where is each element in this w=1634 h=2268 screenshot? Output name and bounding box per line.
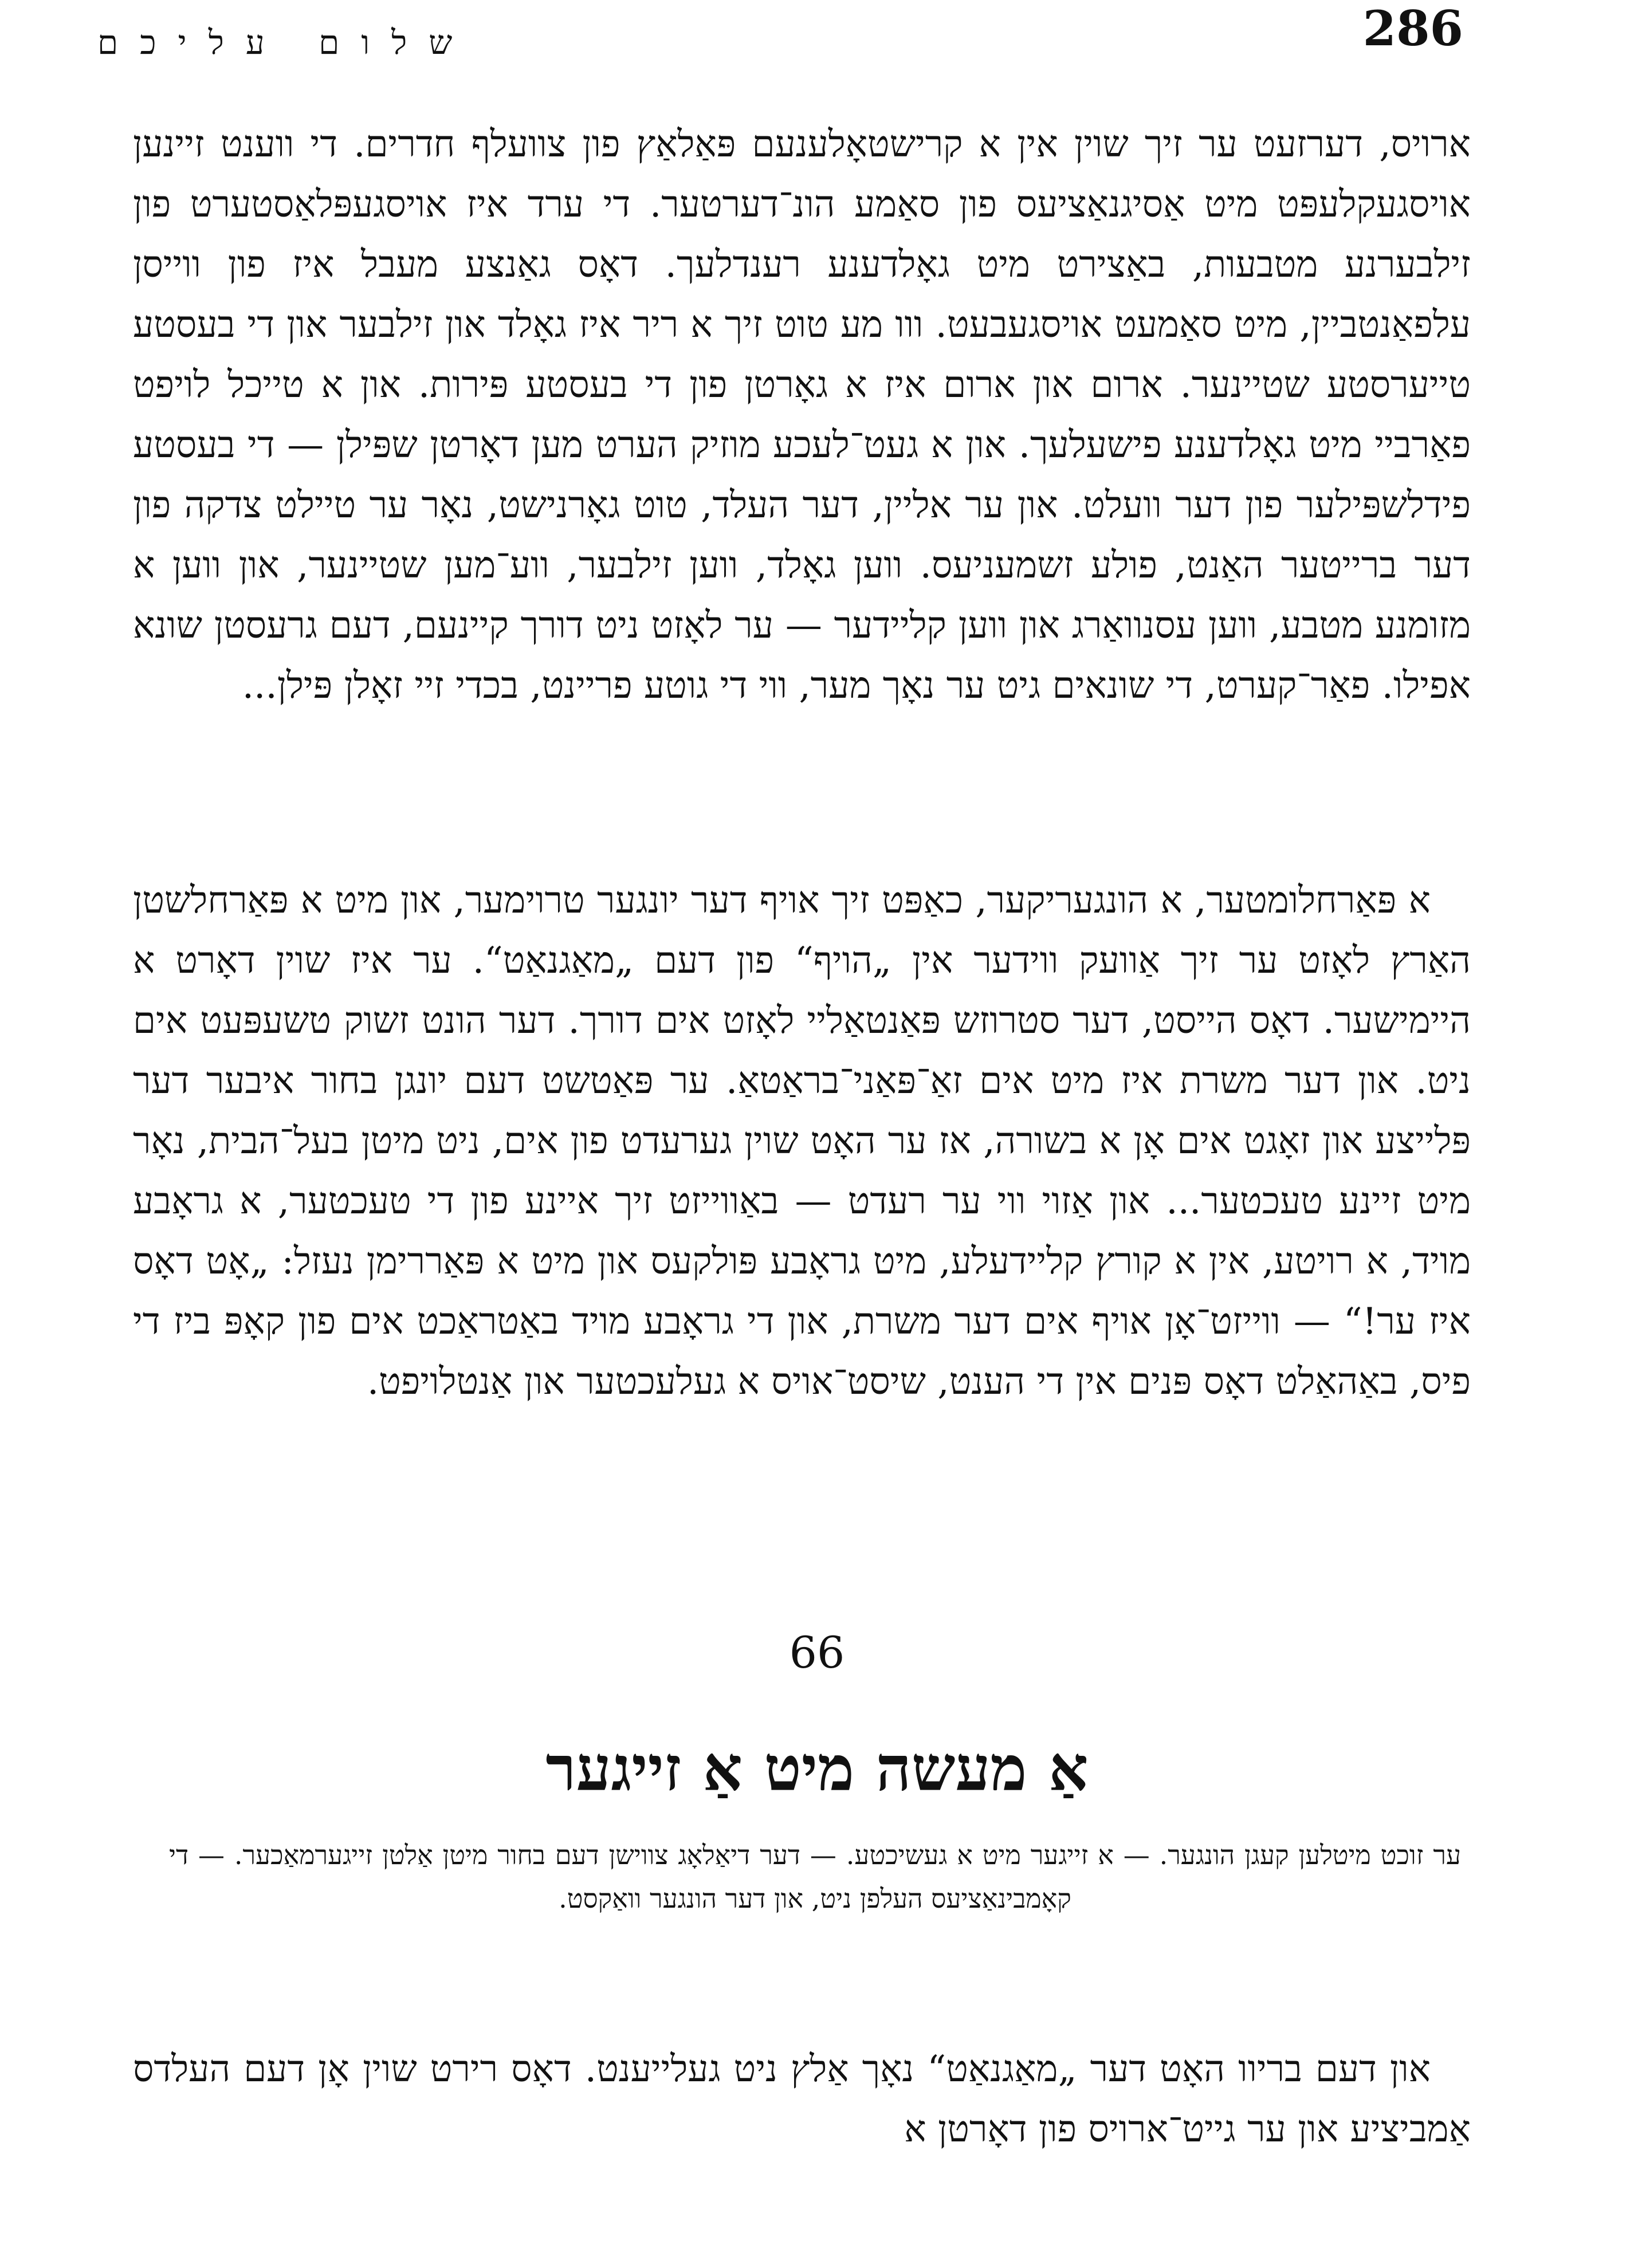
paragraph-text: און דעם בריוו האָט דער „מאַגנאַט“ נאָך אַלץ ניט געלייענט. דאָס רירט שוין אָן דעם העלדס אַמביציע און ער גייט־ארויס פון דאָרטן א bbox=[133, 2048, 1471, 2151]
paragraph-text: ארויס, דערזעט ער זיך שוין אין א קרישטאָלענעם פּאַלאַץ פון צוועלף חדרים. די ווענט זיינען אויסגעקלעפּט מיט אַסיגנאַציעס פון סאַמע הונ־דערטער. די ערד איז אויסגעפּלאַסטערט פון זילבערנע מטבעות, באַצירט מיט גאָלדענע רענדלעך. דאָס גאַנצע מעבל איז פון ווייסן עלפאַנטביין, מיט סאַמעט אויסגעבעט. ווו מע טוט זיך א ריר איז גאָלד און זילבער און די בעסטע טייערסטע שטיינער. ארום און ארום איז א גאָרטן פון די בעסטע פּירות. און א טייכל לויפט פאַרביי מיט גאָלדענע פישעלעך. און א געט־לעכע מוזיק הערט מען דאָרטן שפּילן — די בעסטע פידלשפּילער פון דער וועלט. און ער אליין, דער העלד, טוט גאָרנישט, נאָר ער טיילט צדקה פון דער ברייטער האַנט, פולע זשמעניעס. ווען גאָלד, ווען זילבער, ווע־מען שטיינער, און ווען א מזומנע מטבע, ווען עסנוואַרג און ווען קליידער — ער לאָזט ניט דורך קיינעם, דעם גרעסטן שונא אפילו. פאַר־קערט, די שונאים גיט ער נאָך מער, ווי די גוטע פריינט, בכדי זיי זאָלן פּילן... bbox=[133, 123, 1471, 707]
running-head-title: שלום עליכם bbox=[97, 23, 474, 62]
body-paragraph-3 bbox=[133, 2039, 1471, 2160]
chapter-title: אַ מעשה מיט אַ זייגער bbox=[545, 1733, 1089, 1805]
body-paragraph-2 bbox=[133, 871, 1471, 1412]
paragraph-text: א פּאַרחלומטער, א הונגעריקער, כאַפּט זיך אויף דער יונגער טרוימער, און מיט א פּאַרחלשטן האַרץ לאָזט ער זיך אַוועק ווידער אין „הויף“ פון דעם „מאַגנאַט“. ער איז שוין דאָרט א היימישער. דאָס הייסט, דער סטרוזש פּאַנטאַליי לאָזט אים דורך. דער הונט זשוק טשעפּעט אים ניט. און דער משרת איז מיט אים זאַ־פּאַני־בראַטאַ. ער פּאַטשט דעם יונגן בחור איבער דער פּלייצע און זאָגט אים אָן א בשורה, אז ער האָט שוין גערעדט פון אים, ניט מיטן בעל־הבית, נאָר מיט זיינע טעכטער... און אַזוי ווי ער רעדט — באַווייזט זיך איינע פון די טעכטער, א גראָבע מויד, א רויטע, אין א קורץ קליידעלע, מיט גראָבע פּולקעס און מיט א פּאַררימן נעזל: „אָט דאָס איז ער!“ — ווייזט־אָן אויף אים דער משרת, און די גראָבע מויד באַטראַכט אים פון קאָפּ ביז די פיס, באַהאַלט דאָס פּנים אין די הענט, שיסט־אויס א געלעכטער און אַנטלויפט. bbox=[133, 879, 1471, 1403]
body-paragraph-1 bbox=[133, 115, 1471, 716]
page-number: 286 bbox=[1362, 0, 1463, 57]
chapter-synopsis: ער זוכט מיטלען קעגן הונגער. — א זייגער מיט א געשיכטע. — דער דיאַלאָג צווישן דעם בחור מיטן אַלטן זייגערמאַכער. — די קאָמבינאַציעס העלפן ניט, און דער הונגער וואַקסט. bbox=[169, 1839, 1461, 1914]
chapter-number: 66 bbox=[789, 1627, 845, 1678]
